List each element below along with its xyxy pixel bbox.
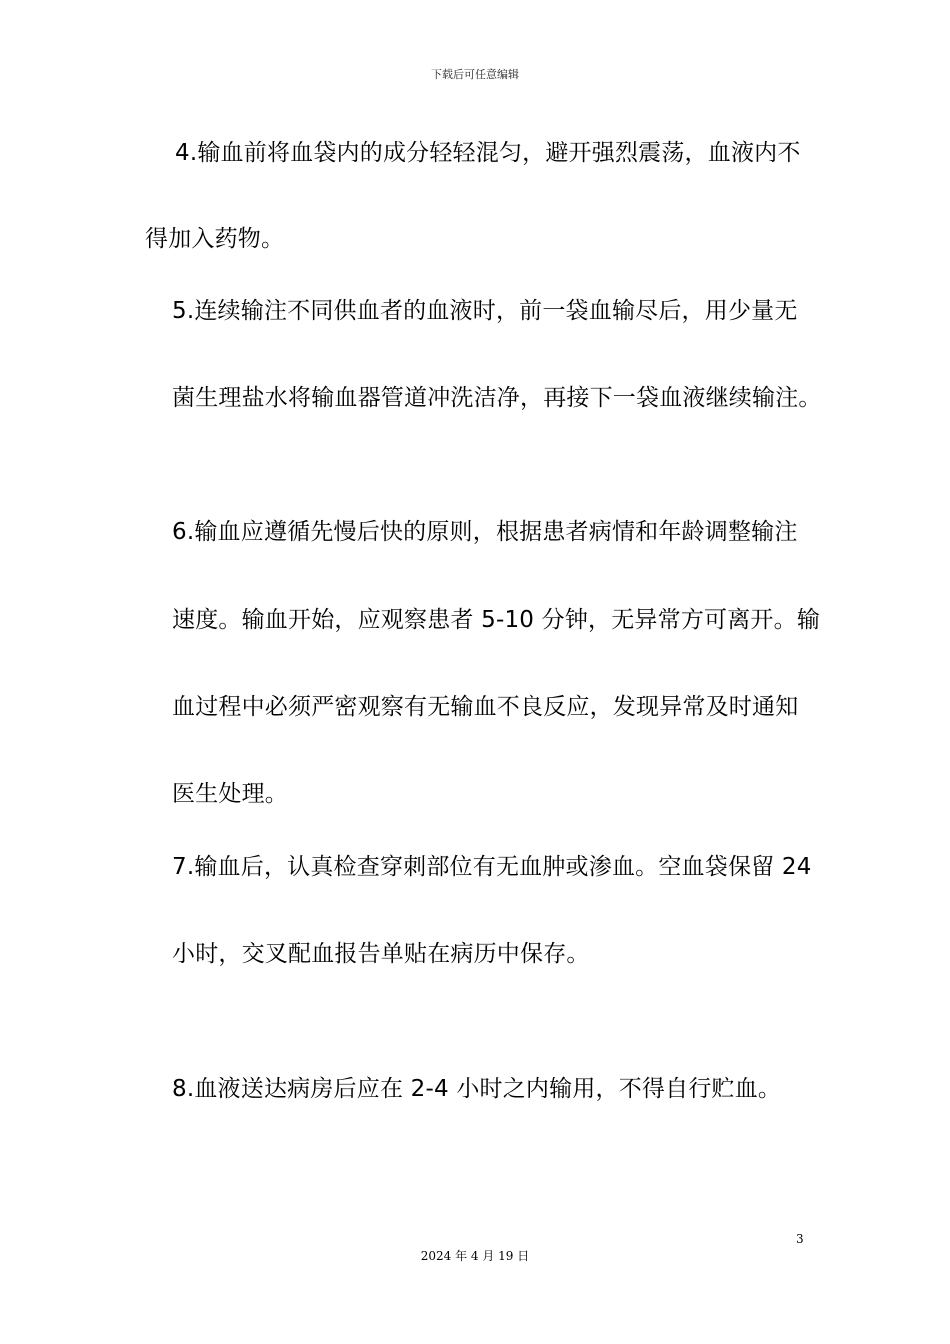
page-number: 3 <box>796 1232 804 1246</box>
body-line: 医生处理。 <box>172 781 288 807</box>
body-line: 5.连续输注不同供血者的血液时，前一袋血输尽后，用少量无 <box>172 298 798 324</box>
page-header: 下载后可任意编辑 <box>431 68 519 81</box>
body-line: 速度。输血开始，应观察患者 5-10 分钟，无异常方可离开。输 <box>172 607 821 633</box>
body-line: 7.输血后，认真检查穿刺部位有无血肿或渗血。空血袋保留 24 <box>172 854 812 880</box>
body-line: 得加入药物。 <box>145 226 285 252</box>
body-line: 小时，交叉配血报告单贴在病历中保存。 <box>172 941 590 967</box>
body-line: 菌生理盐水将输血器管道冲洗洁净，再接下一袋血液继续输注。 <box>172 385 822 411</box>
body-line: 8.血液送达病房后应在 2-4 小时之内输用，不得自行贮血。 <box>172 1076 782 1102</box>
footer-date: 2024 年 4 月 19 日 <box>420 1249 530 1263</box>
body-line: 6.输血应遵循先慢后快的原则，根据患者病情和年龄调整输注 <box>172 519 798 545</box>
body-line: 血过程中必须严密观察有无输血不良反应，发现异常及时通知 <box>172 694 799 720</box>
body-line: 4.输血前将血袋内的成分轻轻混匀，避开强烈震荡，血液内不 <box>175 140 801 166</box>
